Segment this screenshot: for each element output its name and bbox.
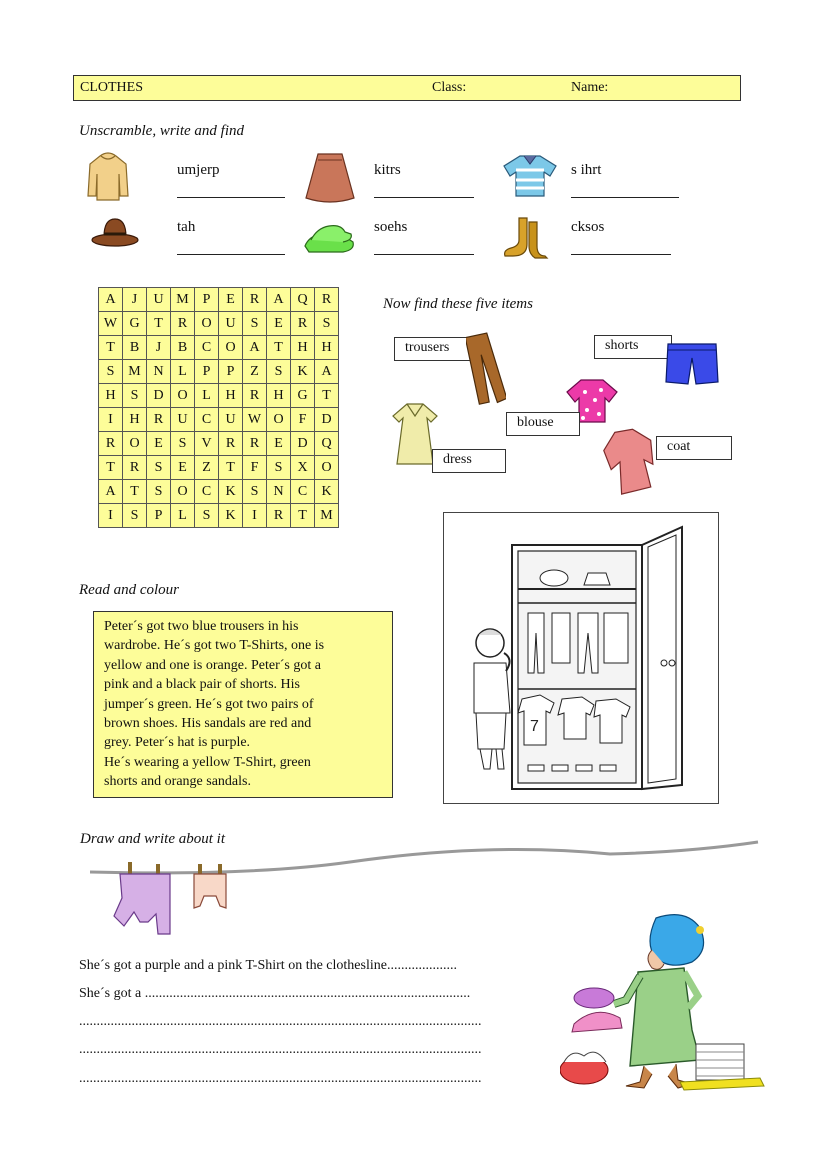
word-search-cell[interactable]: S [267, 360, 291, 384]
word-search-cell[interactable]: C [195, 480, 219, 504]
word-search-cell[interactable]: H [291, 336, 315, 360]
word-search-cell[interactable]: N [267, 480, 291, 504]
writing-line-1[interactable]: She´s got a purple and a pink T-Shirt on the clothesline.................... [79, 958, 457, 973]
word-search-cell[interactable]: P [147, 504, 171, 528]
word-search-row [99, 504, 339, 528]
word-search-cell[interactable]: G [291, 384, 315, 408]
trousers-icon [466, 332, 506, 406]
word-search-cell[interactable]: T [291, 504, 315, 528]
section-read-colour: Read and colour [79, 582, 179, 598]
label-coat: coat [656, 436, 732, 460]
word-search-cell[interactable]: S [243, 480, 267, 504]
shoes-icon [303, 220, 357, 256]
word-search-cell[interactable]: R [291, 312, 315, 336]
word-search-cell[interactable]: S [123, 384, 147, 408]
word-search-cell[interactable]: U [219, 408, 243, 432]
word-search-cell[interactable]: C [291, 480, 315, 504]
word-search-cell[interactable]: R [243, 432, 267, 456]
word-search-cell[interactable]: I [243, 504, 267, 528]
word-search-cell[interactable]: A [267, 288, 291, 312]
hat-icon [90, 215, 140, 249]
word-search-cell[interactable]: P [195, 360, 219, 384]
label-dress: dress [432, 449, 506, 473]
word-search-cell[interactable]: D [147, 384, 171, 408]
word-search-cell[interactable]: L [171, 504, 195, 528]
word-search-cell[interactable]: T [219, 456, 243, 480]
word-search-cell[interactable]: H [219, 384, 243, 408]
answer-line-2[interactable] [374, 197, 474, 198]
word-search-cell[interactable]: D [291, 432, 315, 456]
answer-line-1[interactable] [177, 197, 285, 198]
word-search-cell[interactable]: E [267, 432, 291, 456]
word-search-cell[interactable]: K [219, 504, 243, 528]
word-search-cell[interactable]: Z [195, 456, 219, 480]
word-search-cell[interactable]: T [99, 336, 123, 360]
word-search-cell[interactable]: S [243, 312, 267, 336]
word-search-cell[interactable]: O [195, 312, 219, 336]
word-search-cell[interactable]: A [315, 360, 339, 384]
word-search-cell[interactable]: U [219, 312, 243, 336]
story-line: pink and a black pair of shorts. His [104, 677, 300, 693]
word-search-cell[interactable]: R [123, 456, 147, 480]
story-line: He´s wearing a yellow T-Shirt, green [104, 754, 311, 770]
shorts-icon [664, 340, 720, 388]
word-search-cell[interactable]: N [147, 360, 171, 384]
label-blouse: blouse [506, 412, 580, 436]
word-search-cell[interactable]: T [147, 312, 171, 336]
word-search-cell[interactable]: S [267, 456, 291, 480]
word-search-cell[interactable]: S [123, 504, 147, 528]
story-box [93, 611, 393, 798]
word-search-cell[interactable]: S [147, 456, 171, 480]
word-search-cell[interactable]: V [195, 432, 219, 456]
word-search-cell[interactable]: C [195, 408, 219, 432]
word-search-row [99, 384, 339, 408]
word-search-cell[interactable]: T [99, 456, 123, 480]
word-search-cell[interactable]: T [315, 384, 339, 408]
word-search-cell[interactable]: O [315, 456, 339, 480]
class-label: Class: [432, 80, 467, 95]
word-search-cell[interactable]: R [147, 408, 171, 432]
word-search-cell[interactable]: Q [315, 432, 339, 456]
word-search-cell[interactable]: A [99, 480, 123, 504]
word-search-cell[interactable]: O [219, 336, 243, 360]
answer-line-5[interactable] [374, 254, 474, 255]
word-search-cell[interactable]: J [123, 288, 147, 312]
scrambled-word-1: umjerp [177, 162, 220, 178]
word-search-row [99, 408, 339, 432]
word-search-row [99, 288, 339, 312]
word-search-cell[interactable]: B [171, 336, 195, 360]
section-unscramble: Unscramble, write and find [79, 123, 244, 139]
story-line: wardrobe. He´s got two T-Shirts, one is [104, 638, 325, 654]
word-search-cell[interactable]: C [195, 336, 219, 360]
word-search-cell[interactable]: D [315, 408, 339, 432]
word-search-cell[interactable]: O [171, 384, 195, 408]
label-trousers: trousers [394, 337, 472, 361]
woman-laundry-illustration [560, 910, 770, 1095]
story-line: grey. Peter´s hat is purple. [104, 735, 251, 751]
word-search-cell[interactable]: O [267, 408, 291, 432]
word-search-cell[interactable]: Z [243, 360, 267, 384]
answer-line-6[interactable] [571, 254, 671, 255]
skirt-icon [302, 150, 358, 206]
section-find-items: Now find these five items [383, 296, 533, 312]
word-search-cell[interactable]: O [123, 432, 147, 456]
word-search-cell[interactable]: M [171, 288, 195, 312]
scrambled-word-6: cksos [571, 219, 605, 235]
word-search-cell[interactable]: L [195, 384, 219, 408]
word-search-cell[interactable]: E [171, 456, 195, 480]
word-search-cell[interactable]: M [123, 360, 147, 384]
word-search-row [99, 312, 339, 336]
word-search-cell[interactable]: F [243, 456, 267, 480]
writing-line-3[interactable]: ................................................................................................................... [79, 1014, 482, 1029]
socks-icon [501, 216, 549, 260]
word-search-row [99, 360, 339, 384]
word-search-cell[interactable]: S [195, 504, 219, 528]
word-search-cell[interactable]: J [147, 336, 171, 360]
word-search-cell[interactable]: R [315, 288, 339, 312]
word-search-cell[interactable]: R [99, 432, 123, 456]
word-search-cell[interactable]: A [243, 336, 267, 360]
word-search-cell[interactable]: O [171, 480, 195, 504]
word-search-cell[interactable]: E [147, 432, 171, 456]
word-search-row [99, 456, 339, 480]
word-search-cell[interactable]: H [123, 408, 147, 432]
word-search-grid [98, 287, 339, 528]
word-search-cell[interactable]: T [267, 336, 291, 360]
word-search-cell[interactable]: H [267, 384, 291, 408]
word-search-cell[interactable]: S [147, 480, 171, 504]
word-search-cell[interactable]: S [99, 360, 123, 384]
answer-line-3[interactable] [571, 197, 679, 198]
word-search-cell[interactable]: P [195, 288, 219, 312]
answer-line-4[interactable] [177, 254, 285, 255]
scrambled-word-2: kitrs [374, 162, 401, 178]
svg-text:7: 7 [530, 718, 539, 735]
wardrobe-picture [443, 512, 719, 804]
shirt-icon [502, 152, 558, 198]
writing-line-4[interactable]: ................................................................................................................... [79, 1042, 482, 1057]
story-line: brown shoes. His sandals are red and [104, 716, 312, 732]
word-search-cell[interactable]: S [315, 312, 339, 336]
scrambled-word-5: soehs [374, 219, 408, 235]
word-search-cell[interactable]: R [267, 504, 291, 528]
word-search-cell[interactable]: U [171, 408, 195, 432]
word-search-cell[interactable]: H [315, 336, 339, 360]
word-search-cell[interactable]: R [243, 288, 267, 312]
word-search-cell[interactable]: W [243, 408, 267, 432]
scrambled-word-3: s ihrt [571, 162, 602, 178]
word-search-cell[interactable]: H [99, 384, 123, 408]
story-line: yellow and one is orange. Peter´s got a [104, 657, 321, 673]
word-search-cell[interactable]: U [147, 288, 171, 312]
jumper-icon [86, 150, 130, 202]
word-search-cell[interactable]: R [171, 312, 195, 336]
section-draw-write: Draw and write about it [80, 831, 226, 847]
name-label: Name: [571, 80, 609, 95]
word-search-cell[interactable]: I [99, 408, 123, 432]
word-search-cell[interactable]: K [219, 480, 243, 504]
header-bar [73, 75, 741, 101]
word-search-cell[interactable]: R [219, 432, 243, 456]
label-shorts: shorts [594, 335, 672, 359]
word-search-cell[interactable]: A [99, 288, 123, 312]
word-search-cell[interactable]: W [99, 312, 123, 336]
writing-line-2[interactable]: She´s got a ............................................................................................. [79, 986, 471, 1001]
word-search-cell[interactable]: E [219, 288, 243, 312]
word-search-row [99, 336, 339, 360]
word-search-cell[interactable]: K [315, 480, 339, 504]
coat-icon [602, 426, 660, 496]
word-search-cell[interactable]: P [219, 360, 243, 384]
worksheet-title: CLOTHES [80, 80, 143, 95]
story-line: jumper´s green. He´s got two pairs of [104, 696, 314, 712]
word-search-cell[interactable]: S [171, 432, 195, 456]
word-search-row [99, 480, 339, 504]
word-search-cell[interactable]: L [171, 360, 195, 384]
word-search-cell[interactable]: M [315, 504, 339, 528]
word-search-cell[interactable]: G [123, 312, 147, 336]
scrambled-word-4: tah [177, 219, 196, 235]
story-line: shorts and orange sandals. [104, 774, 251, 790]
word-search-cell[interactable]: E [267, 312, 291, 336]
word-search-cell[interactable]: Q [291, 288, 315, 312]
story-line: Peter´s got two blue trousers in his [104, 619, 299, 634]
writing-line-5[interactable]: ................................................................................................................... [79, 1071, 482, 1086]
word-search-cell[interactable]: I [99, 504, 123, 528]
word-search-cell[interactable]: F [291, 408, 315, 432]
word-search-cell[interactable]: T [123, 480, 147, 504]
word-search-cell[interactable]: R [243, 384, 267, 408]
word-search-row [99, 432, 339, 456]
word-search-cell[interactable]: K [291, 360, 315, 384]
word-search-cell[interactable]: B [123, 336, 147, 360]
word-search-cell[interactable]: X [291, 456, 315, 480]
